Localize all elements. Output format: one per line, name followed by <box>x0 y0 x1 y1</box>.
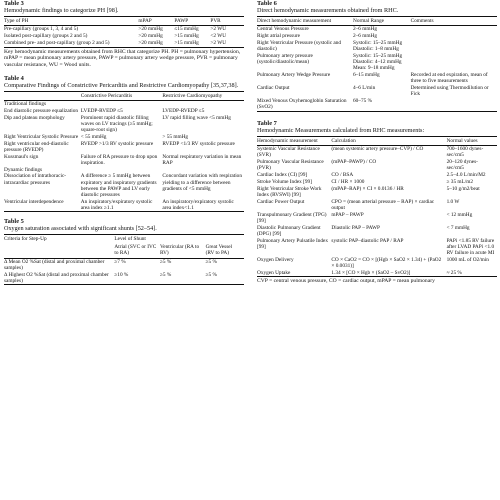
table-cell: systolic PAP–diastolic PAP / RAP <box>331 237 404 244</box>
table-row <box>257 199 497 212</box>
table-row <box>4 198 244 211</box>
header-cell: Normal Range <box>353 18 385 24</box>
table-cell: Isolated post-capillary (groups 2 and 5) <box>4 33 88 40</box>
table-cell: LVEDP-RVEDP ≤5 <box>162 107 205 114</box>
table-cell: Combined pre- and post-capillary (group 2 and 5) <box>4 40 110 47</box>
table-5-number: Table 5 <box>4 218 24 226</box>
table-row <box>4 40 244 47</box>
table-cell: 2–6 mmHg <box>353 26 377 33</box>
table-6-caption: Direct hemodynamic measurements obtained from RHC. <box>257 7 399 14</box>
header-cell: Level of Shunt <box>114 236 146 243</box>
table-cell: Pre-capillary (groups 1, 3, 4 and 5) <box>4 26 79 33</box>
table-subheader-row <box>4 243 244 258</box>
table-header-row <box>257 17 497 26</box>
table-row <box>4 133 244 140</box>
table-cell: <2 WU <box>210 33 227 40</box>
table-cell: Oxygen Delivery <box>257 256 294 263</box>
header-cell: PAWP <box>174 18 189 24</box>
table-cell: ≥10 % <box>114 271 129 278</box>
table-row <box>257 40 497 53</box>
table-cell: ≈ 25 % <box>446 269 462 276</box>
table-row <box>257 145 497 158</box>
table-row <box>4 173 244 198</box>
table-row <box>257 212 497 225</box>
table-cell: 20–120 dynes-sec/cm5 <box>446 159 478 172</box>
table-row <box>4 140 244 153</box>
table-cell: Pulmonary Artery Wedge Pressure <box>257 72 331 79</box>
table-cell <box>411 53 497 72</box>
table-3-number: Table 3 <box>4 0 24 7</box>
table-cell: Right atrial pressure <box>257 33 300 40</box>
table-cell: Right Ventricular Systolic Pressure <box>4 133 79 140</box>
table-cell: mPAP – PAWP <box>331 211 364 218</box>
header-cell: Normal values <box>446 137 478 144</box>
table-cell: Recorded at end expiration, mean of three to five measurements <box>410 72 488 85</box>
table-4-caption: Comparative Findings of Constrictive Pericarditis and Restrictive Cardiomyopathy [35,37,38]. <box>4 81 239 89</box>
table-row <box>4 258 244 271</box>
table-row <box>4 107 244 114</box>
table-cell: < 12 mmHg <box>446 211 473 218</box>
header-cell: Constrictive Pericarditis <box>80 92 133 99</box>
table-6 <box>257 0 497 112</box>
table-cell: End diastolic pressure equalization <box>4 107 78 114</box>
table-cell: Pulmonary artery pressure (systolic/diastolic/mean) <box>257 53 313 66</box>
table-row <box>4 271 244 284</box>
table-cell: 2.5–4.0 L/min/M2 <box>446 172 486 179</box>
table-7 <box>257 120 497 285</box>
table-cell: Right Ventricular Pressure (systolic and diastolic) <box>257 40 342 53</box>
table-cell: Cardiac Power Output <box>257 198 305 205</box>
table-cell: 1000 mL of O2/min <box>446 256 489 263</box>
table-7-grid <box>257 136 497 278</box>
table-cell: (mean systemic artery pressure–CVP) / CO <box>331 146 424 153</box>
table-cell: > 55 mmHg <box>162 133 189 140</box>
table-cell: Systemic Vascular Resistance (SVR) <box>257 146 320 159</box>
table-cell: < 55 mmHg <box>80 133 107 140</box>
table-cell: A difference ≥ 5 mmHg between expiratory and inspiratory gradients between the PAWP and LV early diastolic pressures <box>80 173 157 198</box>
header-cell: Restrictive Cardiomyopathy <box>162 92 223 99</box>
header-cell: Atrial (SVC or IVC to RA) <box>114 244 157 257</box>
table-6-number: Table 6 <box>257 0 277 7</box>
table-cell: ≥5 % <box>159 258 172 265</box>
header-cell <box>4 243 114 258</box>
table-cell: Ventricular interdependence <box>4 198 64 205</box>
table-cell: 700–1600 dynes-sec/cm5 <box>446 146 484 159</box>
table-cell <box>411 98 497 111</box>
table-cell: ≥5 % <box>205 271 217 278</box>
table-cell: >15 mmHg <box>174 40 199 47</box>
header-cell: mPAP <box>138 18 152 24</box>
table-cell: Concordant variation with respiration yielding to a difference between gradients of <5 mmHg <box>162 173 242 192</box>
table-cell: ≥ 35 mL/m2 <box>446 179 474 186</box>
table-cell <box>411 26 497 33</box>
table-cell: Kussmaul's sign <box>4 153 39 160</box>
header-cell: Type of PH <box>4 18 29 24</box>
table-4-grid <box>4 91 244 213</box>
table-cell <box>81 100 163 107</box>
table-cell: < 7 mmHg <box>446 224 470 231</box>
table-cell: 5–10 g/m2/beat <box>446 185 480 192</box>
table-cell: CO × CaO2 = CO × [(Hgb × SaO2 × 1.34) + (PaO2 × 0.0031)] <box>331 256 442 269</box>
table-row <box>257 269 497 276</box>
table-cell: Pulmonary Artery Pulsatile Index [99] <box>257 237 329 250</box>
table-cell: Central Venous Pressure <box>257 26 309 33</box>
table-row <box>257 98 497 111</box>
header-cell: PVR <box>210 18 221 24</box>
table-cell: Δ Mean O2 %Sat (distal and proximal chamber samples) <box>4 258 105 271</box>
right-column <box>257 0 497 285</box>
table-row <box>4 100 244 107</box>
table-cell: An inspiratory/expiratory systolic area index ≥1.1 <box>80 198 153 211</box>
table-row <box>257 85 497 98</box>
table-cell: Right Ventricular Stroke Work Index (RVSWI) [99] <box>257 185 322 199</box>
table-cell: CPO = (mean arterial pressure – RAP) × cardiac output <box>331 198 435 212</box>
header-cell: Calculation <box>331 137 356 144</box>
table-4 <box>4 75 244 213</box>
header-cell: Criteria for Step-Up <box>4 236 47 243</box>
table-cell: PAPi <1.85 RV failure after LVAD PAPi <1.0 RV failure in acute MI <box>446 237 495 257</box>
table-cell: ≥7 % <box>114 258 126 265</box>
table-header-row <box>4 235 244 244</box>
table-row <box>257 179 497 186</box>
table-cell: 1.0 W <box>446 198 460 205</box>
table-cell: >2 WU <box>210 26 227 33</box>
table-cell: Oxygen Uptake <box>257 269 291 276</box>
table-cell: Normal respiratory variation in mean RAP <box>162 153 242 166</box>
table-cell: CI / HR × 1000 <box>331 179 365 186</box>
table-cell: An inspiratory/expiratory systolic area index<1.1 <box>162 198 234 211</box>
table-5 <box>4 218 244 285</box>
table-row <box>257 172 497 179</box>
table-row <box>4 26 244 33</box>
table-row <box>257 33 497 40</box>
table-cell: 60–75 % <box>353 98 372 105</box>
table-cell: >20 mmHg <box>138 26 163 33</box>
table-header-row <box>257 136 497 145</box>
table-cell: Δ Highest O2 %Sat (distal and proximal chamber samples) <box>4 271 109 284</box>
table-row <box>4 33 244 40</box>
table-7-caption: Hemodynamic Measurements calculated from RHC measurements: <box>257 126 425 134</box>
table-5-caption: Oxygen saturation associated with significant shunts [52–54]. <box>4 225 157 233</box>
table-cell: 6–15 mmHg <box>353 72 380 79</box>
header-cell <box>4 91 81 100</box>
table-cell: Systolic: 15–25 mmHg Diastolic: 1–8 mmHg <box>353 40 403 53</box>
header-cell: Great Vessel (RV to PA) <box>205 244 233 257</box>
table-cell <box>411 33 497 40</box>
table-row <box>4 153 244 166</box>
left-column <box>4 0 244 285</box>
table-cell: (mPAP–PAWP) / CO <box>331 159 377 166</box>
table-cell: Failure of RA pressure to drop upon inspiration. <box>80 153 158 166</box>
table-cell: Mixed Venous Oxyhemoglobin Saturation (SvO2) <box>257 98 347 111</box>
table-7-number: Table 7 <box>257 119 277 127</box>
table-row <box>257 72 497 85</box>
table-row <box>257 159 497 172</box>
table-3-note: Key hemodynamic measurements obtained from RHC that categorize PH. PH = pulmonary hypertension, mPAP = mean pulmonary artery pressure, PAWP = pulmonary artery wedge pressure, PVR = pulmonary vascular resistance, WU = Wood units. <box>4 48 241 68</box>
table-cell: 1.34 × [CO × Hgb × (SaO2 – SvO2)] <box>331 269 411 276</box>
table-cell: Diastolic Pulmonary Gradient (DPG) [99] <box>257 224 321 237</box>
table-7-footnote: CVP = central venous pressure, CO = cardiac output, mPAP = mean pulmonary <box>257 278 435 285</box>
table-cell: Prominent rapid diastolic filling waves on LV tracings (≥5 mmHg; square-root sign) <box>80 114 153 133</box>
table-cell: ≤15 mmHg <box>174 26 199 33</box>
table-cell: Pulmonary Vascular Resistance (PVR) <box>257 159 324 172</box>
table-header-row <box>4 17 244 26</box>
table-cell: RVEDP <1/3 RV systolic pressure <box>162 140 235 147</box>
table-cell: Right ventricular end-diastolic pressure (RVEDP) <box>4 140 69 153</box>
table-cell: >2 WU <box>210 40 227 47</box>
table-cell: CO / BSA <box>331 172 354 179</box>
table-cell: >15 mmHg <box>174 33 199 40</box>
header-cell: Hemodynamic measurement <box>257 137 318 144</box>
table-cell: ≥5 % <box>159 271 172 278</box>
table-cell: Dynamic findings <box>4 166 43 173</box>
table-cell: RVEDP >1/3 RV systolic pressure <box>80 140 154 147</box>
table-3 <box>4 0 244 69</box>
table-cell <box>411 40 497 53</box>
table-row <box>257 224 497 237</box>
table-cell: 2–6 mmHg <box>353 33 377 40</box>
table-cell: >20 mmHg <box>138 33 163 40</box>
table-cell: LVEDP-RVEDP ≤5 <box>80 107 123 114</box>
table-6-grid <box>257 16 497 112</box>
table-cell: Cardiac Index (CI) [99] <box>257 172 308 179</box>
table-row <box>257 53 497 72</box>
table-cell: Determined using Thermodilution or Fick <box>410 85 489 98</box>
table-cell: Stroke Volume Index [99] <box>257 179 312 186</box>
table-5-grid <box>4 234 244 285</box>
table-row <box>257 26 497 33</box>
table-cell: Diastolic PAP – PAWP <box>331 224 380 231</box>
table-row <box>257 257 497 270</box>
table-cell: (mPAP–RAP) × CI × 0.0136 / HR <box>331 185 404 192</box>
header-cell: Direct hemodynamic measurement <box>257 18 332 24</box>
table-row <box>4 114 244 133</box>
table-cell: 4–6 L/min <box>353 85 376 92</box>
table-cell: Transpulmonary Gradient (TPG) [99] <box>257 211 327 224</box>
table-cell: LV rapid filling wave <5 mmHg <box>162 114 231 121</box>
table-cell: Dissociation of intrathoracic-intracardiac pressures <box>4 173 67 186</box>
header-cell: Ventricular (RA to RV) <box>159 244 200 257</box>
table-cell <box>162 100 244 107</box>
table-cell: Cardiac Output <box>257 85 290 92</box>
table-row <box>257 186 497 199</box>
table-cell <box>162 166 244 173</box>
table-cell: Dip and plateau morphology <box>4 114 65 121</box>
table-cell: >20 mmHg <box>138 40 163 47</box>
table-3-grid <box>4 16 244 48</box>
table-3-caption: Hemodynamic findings to categorize PH [98]. <box>4 7 119 14</box>
table-4-number: Table 4 <box>4 74 24 82</box>
table-cell: Systolic: 15–25 mmHg Diastolic: 4–12 mmHg Mean: 9–18 mmHg <box>353 53 403 72</box>
header-cell: Comments <box>410 18 434 24</box>
table-row <box>257 237 497 256</box>
table-cell: Traditional findings <box>4 100 47 107</box>
table-cell: ≥5 % <box>205 258 217 265</box>
table-header-row <box>4 91 244 100</box>
